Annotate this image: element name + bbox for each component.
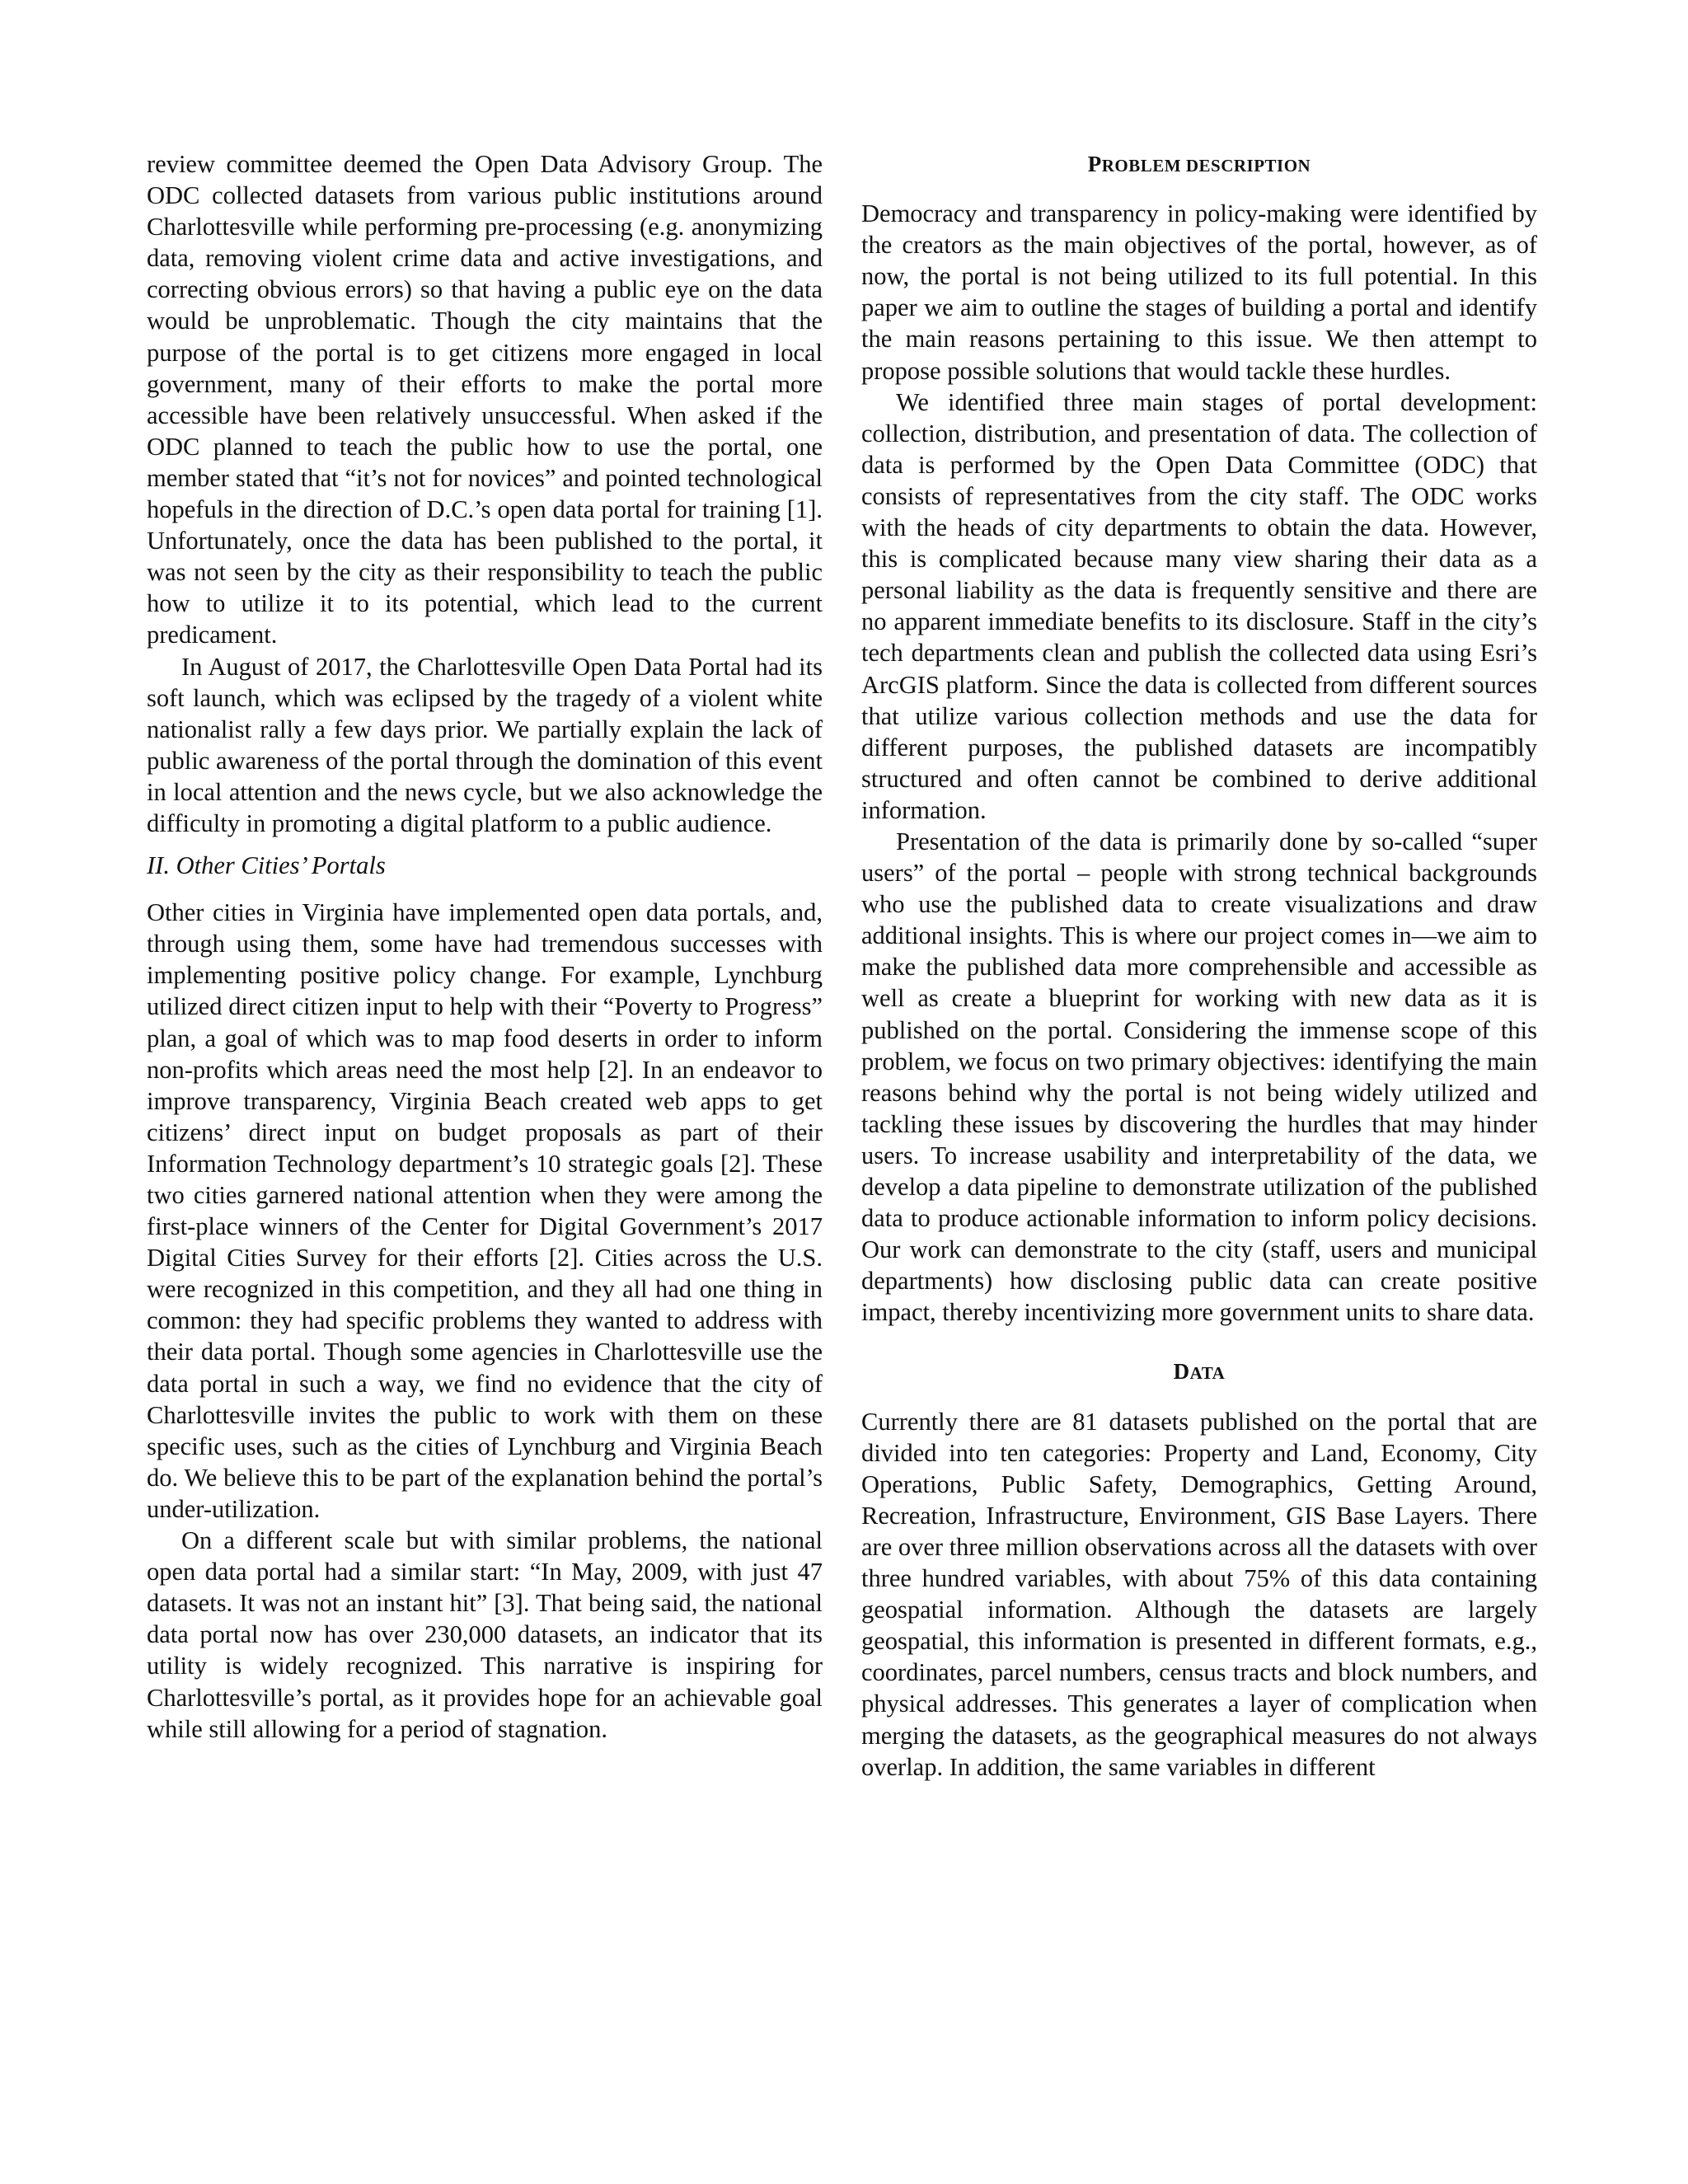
subsection-title-other-cities: II. Other Cities’ Portals [147, 851, 386, 880]
paragraph-stages: We identified three main stages of portal development: collection, distribution, and presentation of data. The collection of data is performed by the Open Data Committee (ODC) that consists of representatives from the city staff. The ODC works with the heads of city departments to obtain the data. However, this is complicated because many view sharing their data as a personal liability as the data is frequently sensitive and there are no apparent immediate benefits to its disclosure. Staff in the city’s tech departments clean and publish the collected data using Esri’s ArcGIS platform. Since the data is collected from different sources that utilize various collection methods and use the data for different purposes, the published datasets are incompatibly structured and often cannot be combined to derive additional information. [861, 387, 1537, 824]
heading-rest: ROBLEM DESCRIPTION [1101, 156, 1311, 176]
heading-initial: P [1087, 152, 1102, 176]
paragraph-continued: review committee deemed the Open Data Advisory Group. The ODC collected datasets from various public institutions around Charlottesville while performing pre-processing (e.g. anonymizing data, removing violent crime data and active investigations, and correcting obvious errors) so that having a public eye on the data would be unproblematic. Though the city maintains that the purpose of the portal is to get citizens more engaged in local government, many of their efforts to make the portal more accessible have been relatively unsuccessful. When asked if the ODC planned to teach the public how to use the portal, one member stated that “it’s not for novices” and pointed technological hopefuls in the direction of D.C.’s open data portal for training [1]. Unfortunately, once the data has been published to the portal, it was not seen by the city as their responsibility to teach the public how to utilize it to its potential, which lead to the current predicament. [147, 150, 823, 649]
paragraph-august-2017: In August of 2017, the Charlottesville Open Data Portal had its soft launch, which was eclipsed by the tragedy of a violent white nationalist rally a few days prior. We partially explain the lack of public awareness of the portal through the domination of this event in local attention and the news cycle, but we also acknowledge the difficulty in promoting a digital platform to a public audience. [147, 652, 823, 837]
section-heading-problem-description [861, 148, 1537, 181]
right-column [861, 148, 1537, 1783]
left-column [147, 148, 823, 1745]
paragraph-democracy: Democracy and transparency in policy-making were identified by the creators as the main objectives of the portal, however, as of now, the portal is not being utilized to its full potential. In this paper we aim to outline the stages of building a portal and identify the main reasons pertaining to this issue. We then attempt to propose possible solutions that would tackle these hurdles. [861, 199, 1537, 385]
section-heading-data [861, 1356, 1537, 1389]
heading-initial: D [1173, 1359, 1190, 1385]
paragraph-presentation: Presentation of the data is primarily done by so-called “super users” of the portal – people with strong technical backgrounds who use the published data to create visualizations and draw additional insights. This is where our project comes in—we aim to make the published data more comprehensible and accessible as well as create a blueprint for working with new data as it is published on the portal. Considering the immense scope of this problem, we focus on two primary objectives: identifying the main reasons behind why the portal is not being widely utilized and tackling these issues by discovering the hurdles that may hinder users. To increase usability and interpretability of the data, we develop a data pipeline to demonstrate utilization of the published data to produce actionable information to inform policy decisions. Our work can demonstrate to the city (staff, users and municipal departments) how disclosing public data can create positive impact, thereby incentivizing more government units to share data. [861, 827, 1537, 1327]
paragraph-other-cities: Other cities in Virginia have implemented open data portals, and, through using them, some have had tremendous successes with implementing positive policy change. For example, Lynchburg utilized direct citizen input to help with their “Poverty to Progress” plan, a goal of which was to map food deserts in order to inform non-profits which areas need the most help [2]. In an endeavor to improve transparency, Virginia Beach created web apps to get citizens’ direct input on budget proposals as part of their Information Technology department’s 10 strategic goals [2]. These two cities garnered national attention when they were among the first-place winners of the Center for Digital Government’s 2017 Digital Cities Survey for their efforts [2]. Cities across the U.S. were recognized in this competition, and they all had one thing in common: they had specific problems they wanted to address with their data portal. Though some agencies in Charlottesville use the data portal in such a way, we find no evidence that the city of Charlottesville invites the public to work with them on these specific uses, such as the cities of Lynchburg and Virginia Beach do. We believe this to be part of the explanation behind the portal’s under-utilization. [147, 898, 823, 1523]
heading-rest: ATA [1189, 1363, 1226, 1384]
paragraph-national-portal: On a different scale but with similar problems, the national open data portal had a similar start: “In May, 2009, with just 47 datasets. It was not an instant hit” [3]. That being said, the national data portal now has over 230,000 datasets, an indicator that its utility is widely recognized. This narrative is inspiring for Charlottesville’s portal, as it provides hope for an achievable goal while still allowing for a period of stagnation. [147, 1526, 823, 1743]
paragraph-data: Currently there are 81 datasets published on the portal that are divided into ten categories: Property and Land, Economy, City Operations, Public Safety, Demographics, Getting Around, Recreation, Infrastructure, Environment, GIS Base Layers. There are over three million observations across all the datasets with over three hundred variables, with about 75% of this data containing geospatial information. Although the datasets are largely geospatial, this information is presented in different formats, e.g., coordinates, parcel numbers, census tracts and block numbers, and physical addresses. This generates a layer of complication when merging the datasets, as the geographical measures do not always overlap. In addition, the same variables in different [861, 1407, 1537, 1781]
section-spacer [861, 1328, 1537, 1356]
